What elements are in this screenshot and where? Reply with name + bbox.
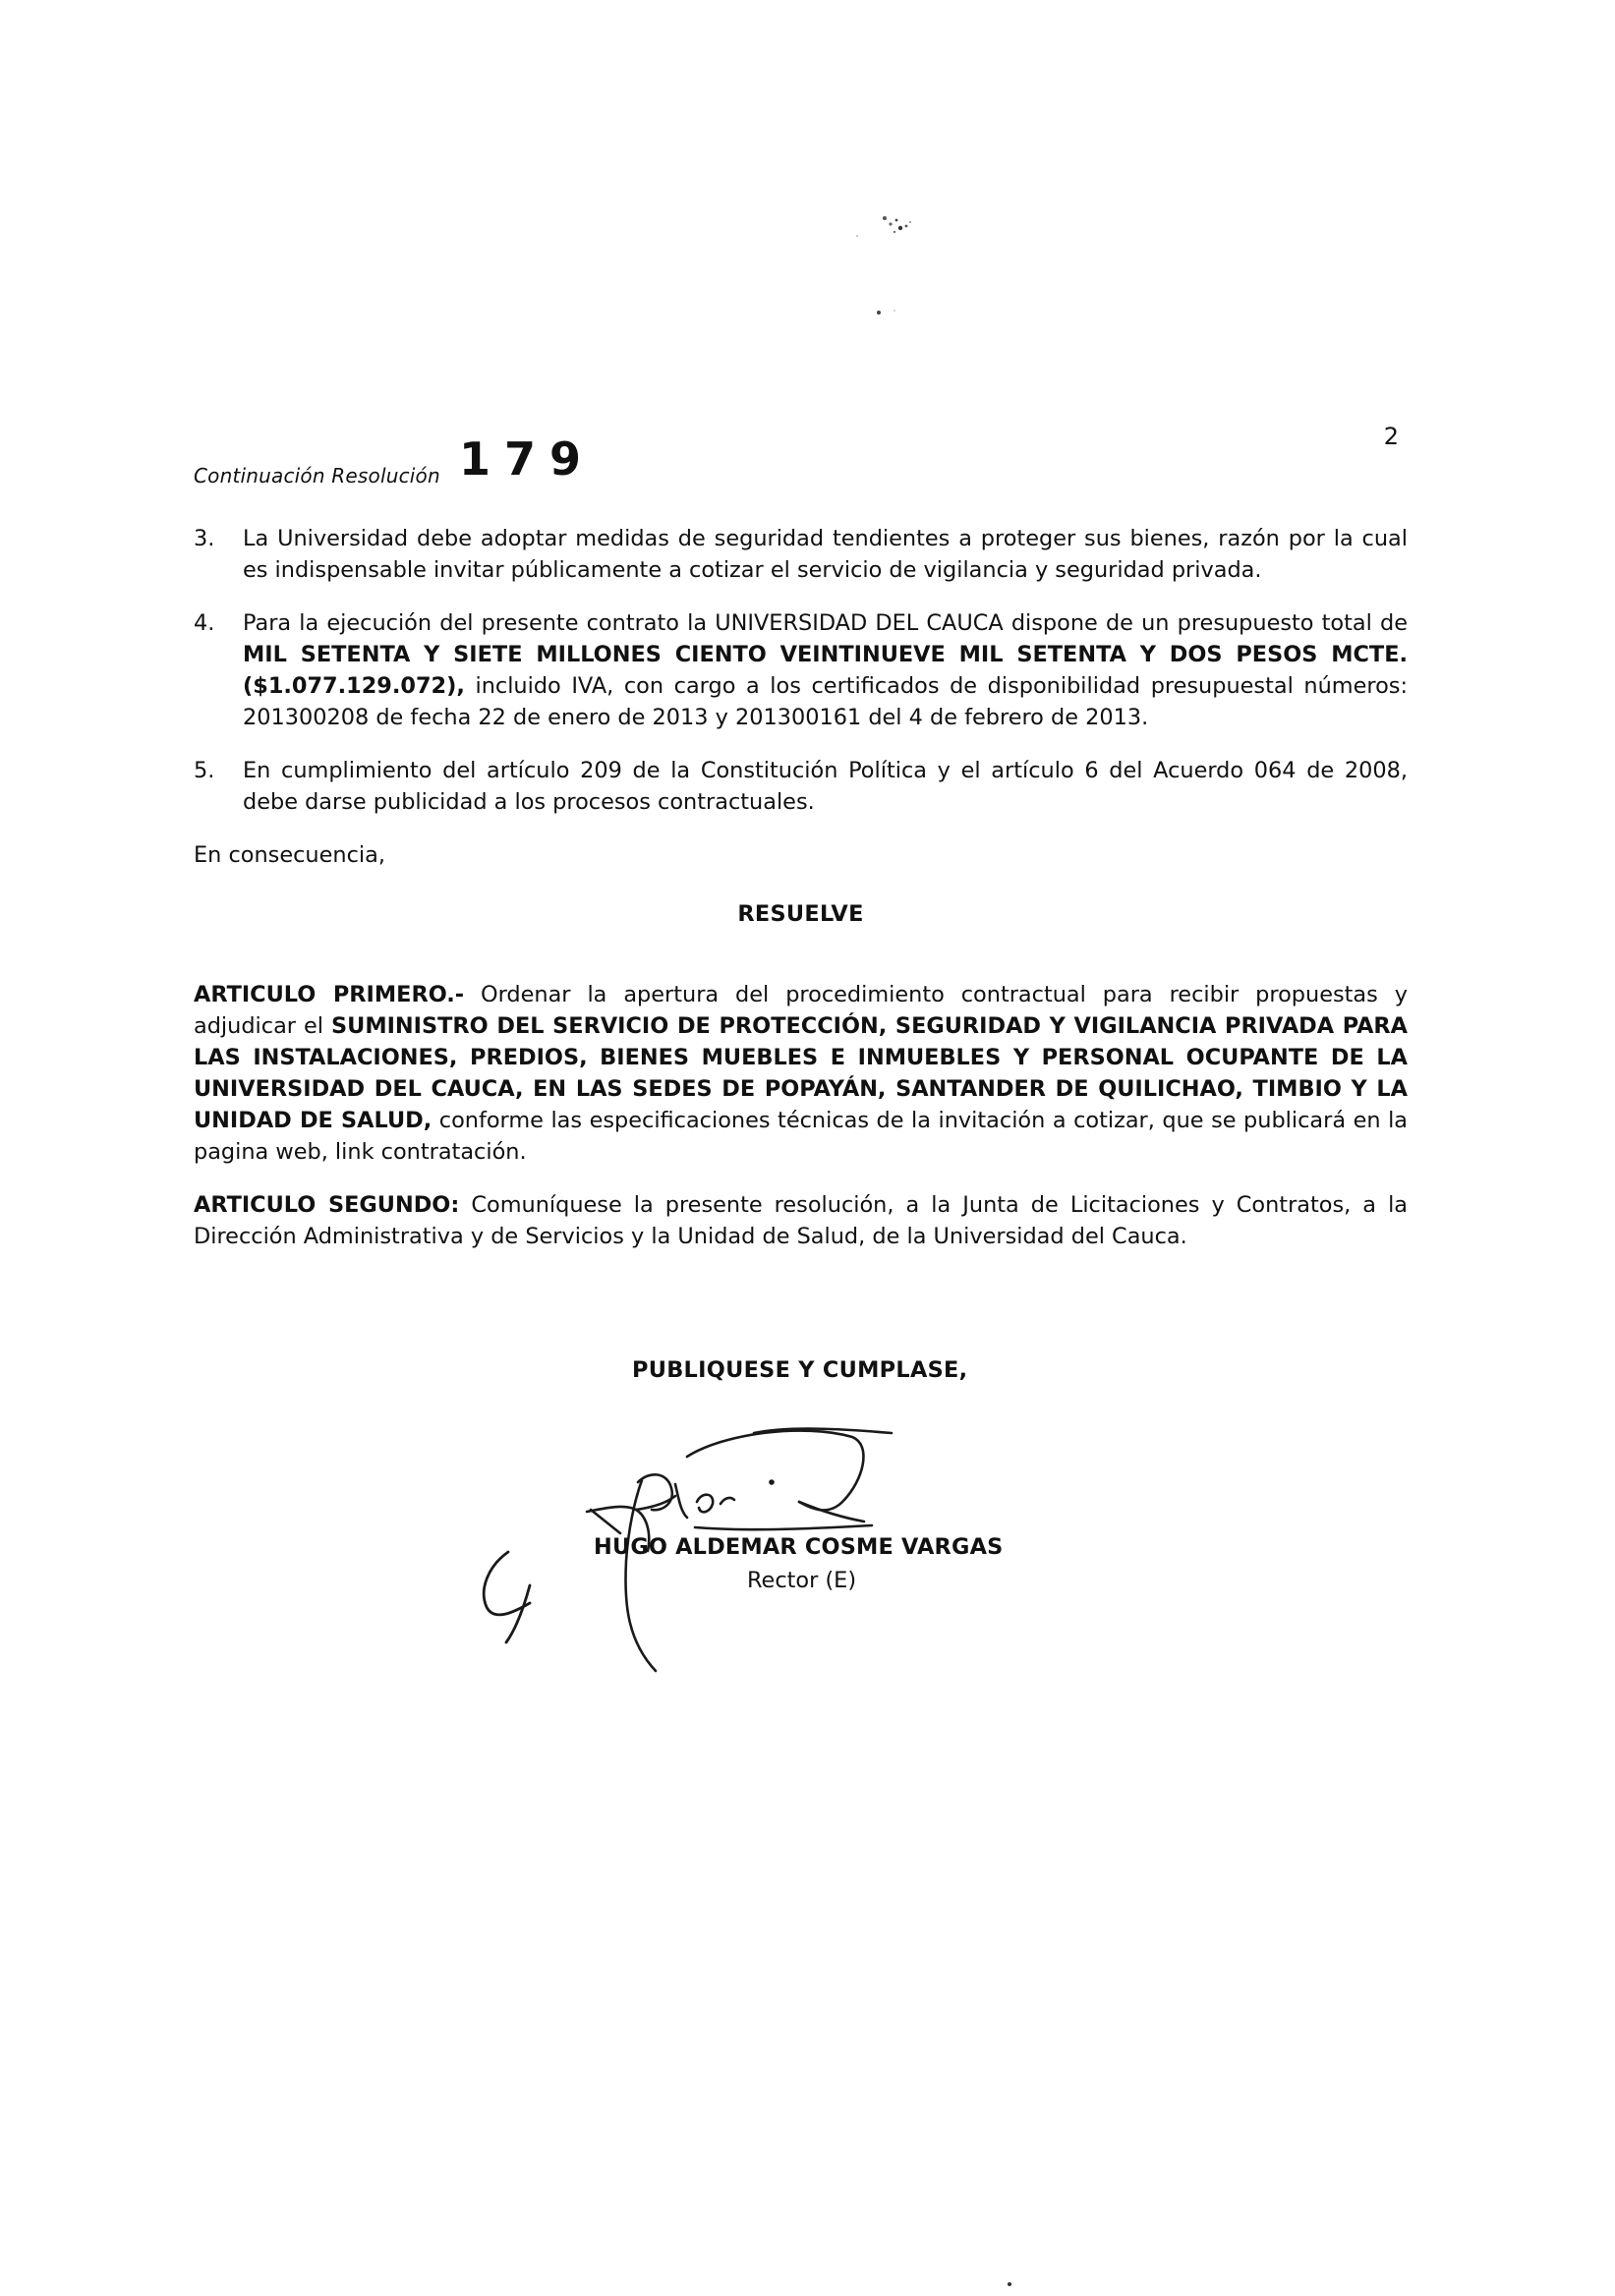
article-second-label: ARTICULO SEGUNDO: xyxy=(194,1192,460,1218)
budget-amount-bold: MIL SETENTA Y SIETE MILLONES CIENTO VEINTINUEVE MIL SETENTA Y DOS PESOS MCTE. ($1.077.129.072), xyxy=(243,642,1408,699)
scan-artifact-icon xyxy=(845,206,963,334)
resolve-heading: RESUELVE xyxy=(737,901,864,927)
resolution-number: 179 xyxy=(459,432,596,486)
list-item xyxy=(194,755,1408,818)
budget-text-before: Para la ejecución del presente contrato la UNIVERSIDAD DEL CAUCA dispone de un presupuesto total de xyxy=(243,610,1408,636)
list-item xyxy=(194,523,1408,586)
article-first-object-bold: SUMINISTRO DEL SERVICIO DE PROTECCIÓN, SEGURIDAD Y VIGILANCIA PRIVADA PARA LAS INSTALACIONES, PREDIOS, BIENES MUEBLES E INMUEBLES Y PERSONAL OCUPANTE DE LA UNIVERSIDAD DEL CAUCA, EN LAS SEDES DE POPAYÁN, SANTANDER DE QUILICHAO, TIMBIO Y LA UNIDAD DE SALUD, xyxy=(194,1013,1408,1133)
handwritten-initial-icon xyxy=(469,1546,548,1644)
article-second xyxy=(194,1189,1408,1252)
scan-dot-icon xyxy=(1006,2280,1013,2288)
article-first xyxy=(194,979,1408,1168)
continuation-label: Continuación Resolución xyxy=(194,464,440,488)
list-item-text: En cumplimiento del artículo 209 de la Constitución Política y el artículo 6 del Acuerdo 064 de 2008, debe darse publicidad a los procesos contractuales. xyxy=(243,758,1408,815)
list-item xyxy=(194,607,1408,733)
list-item-text xyxy=(243,607,1408,733)
article-first-label: ARTICULO PRIMERO.- xyxy=(194,982,465,1007)
document-body xyxy=(194,523,1408,1274)
list-item-number: 3. xyxy=(194,526,215,551)
budget-text-after: incluido IVA, con cargo a los certificados de disponibilidad presupuestal números: 201300208 de fecha 22 de enero de 2013 y 201300161 del 4 de febrero de 2013. xyxy=(243,673,1408,730)
list-item-number: 4. xyxy=(194,610,215,636)
list-item-number: 5. xyxy=(194,758,215,783)
page-number: 2 xyxy=(1383,423,1399,450)
publish-statement: PUBLIQUESE Y CUMPLASE, xyxy=(632,1357,968,1383)
article-first-text-before: Ordenar la apertura del procedimiento contractual para recibir propuestas y adjudicar el xyxy=(194,982,1408,1039)
article-first-text-after: conforme las especificaciones técnicas de la invitación a cotizar, que se publicará en la pagina web, link contratación. xyxy=(194,1108,1409,1165)
consequence-text: En consecuencia, xyxy=(194,842,385,868)
article-second-text: Comuníquese la presente resolución, a la Junta de Licitaciones y Contratos, a la Dirección Administrativa y de Servicios y la Unidad de Salud, de la Universidad del Cauca. xyxy=(194,1192,1409,1249)
signer-name: HUGO ALDEMAR COSME VARGAS xyxy=(594,1534,1004,1560)
list-item-text: La Universidad debe adoptar medidas de seguridad tendientes a proteger sus bienes, razón por la cual es indispensable invitar públicamente a cotizar el servicio de vigilancia y seguridad privada. xyxy=(243,526,1408,583)
signer-role: Rector (E) xyxy=(747,1568,857,1593)
document-header xyxy=(194,423,1413,501)
